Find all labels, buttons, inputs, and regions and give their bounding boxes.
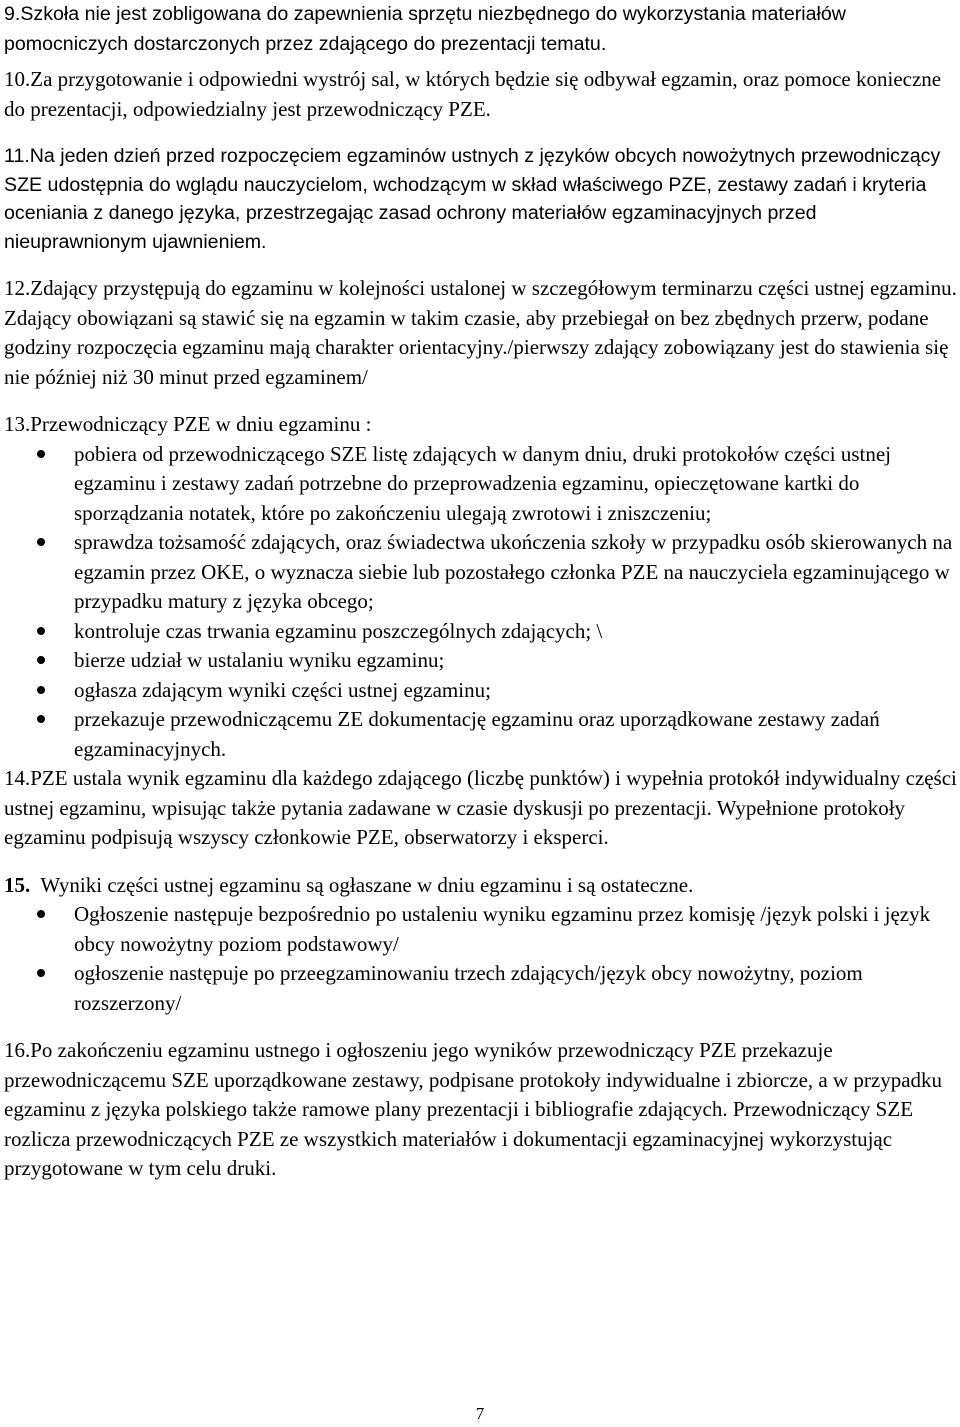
bullet-icon (37, 450, 45, 458)
list-item (4, 959, 957, 1018)
list-item (4, 528, 957, 617)
list-item (4, 900, 957, 959)
bullet-icon (37, 627, 45, 635)
paragraph-10: 10.Za przygotowanie i odpowiedni wystrój sal, w których będzie się odbywał egzamin, oraz pomoce konieczne do prezentacji, odpowiedzialny jest przewodniczący PZE. (4, 67, 942, 121)
bullet-icon (37, 538, 45, 546)
bullet-icon (37, 969, 45, 977)
paragraph-15 (4, 871, 957, 901)
bullet-icon (37, 910, 45, 918)
paragraph-16: 16.Po zakończeniu egzaminu ustnego i ogłoszeniu jego wyników przewodniczący PZE przekazuje przewodniczącemu SZE uporządkowane zestawy, podpisane protokoły indywidualne i zbiorcze, a w przypadku egzaminu z języka polskiego także ramowe plany prezentacji i bibliografie zdających. Przewodniczący SZE rozlicza przewodniczących PZE ze wszystkich materiałów i dokumentacji egzaminacyjnej wykorzystując przygotowane w tym celu druki. (4, 1038, 943, 1180)
paragraph-11: 11.Na jeden dzień przed rozpoczęciem egzaminów ustnych z języków obcych nowożytnych przewodniczący SZE udostępnia do wglądu nauczycielom, wchodzącym w skład właściwego PZE, zestawy zadań i kryteria oceniania z danego języka, przestrzegając zasad ochrony materiałów egzaminacyjnych przed nieuprawnionym ujawnieniem. (4, 145, 941, 253)
list-item-text: sprawdza tożsamość zdających, oraz świadectwa ukończenia szkoły w przypadku osób skierowanych na egzamin przez OKE, o wyznacza siebie lub pozostałego członka PZE na nauczyciela egzaminującego w przypadku matury z języka obcego; (74, 530, 953, 613)
list-item-text: kontroluje czas trwania egzaminu poszczególnych zdających; \ (74, 618, 603, 643)
list-item (4, 676, 957, 706)
list-item-text: bierze udział w ustalaniu wyniku egzaminu; (74, 648, 445, 672)
paragraph-14: 14.PZE ustala wynik egzaminu dla każdego zdającego (liczbę punktów) i wypełnia protokół indywidualny części ustnej egzaminu, wpisując także pytania zadawane w czasie dyskusji po prezentacji. Wypełnione protokoły egzaminu podpisują wszyscy członkowie PZE, obserwatorzy i eksperci. (4, 766, 957, 849)
list-item (4, 617, 957, 647)
list-item (4, 646, 957, 676)
list-item (4, 705, 957, 764)
paragraph-9: 9.Szkoła nie jest zobligowana do zapewnienia sprzętu niezbędnego do wykorzystania materiałów pomocniczych dostarczonych przez zdającego do prezentacji tematu. (4, 3, 846, 55)
list-item-text: ogłoszenie następuje po przeegzaminowaniu trzech zdających/język obcy nowożytny, poziom rozszerzony/ (74, 961, 863, 1015)
paragraph-13-heading: 13.Przewodniczący PZE w dniu egzaminu : (4, 412, 372, 436)
list-item-text: Ogłoszenie następuje bezpośrednio po ustaleniu wyniku egzaminu przez komisję /język polski i język obcy nowożytny poziom podstawowy/ (74, 902, 931, 956)
bullet-icon (37, 715, 45, 723)
page-number: 7 (475, 1404, 485, 1423)
bullet-icon (37, 686, 45, 694)
bullet-icon (37, 656, 45, 664)
paragraph-15-list (4, 900, 957, 1018)
paragraph-15-text: Wyniki części ustnej egzaminu są ogłaszane w dniu egzaminu i są ostateczne. (40, 872, 694, 897)
document-page (4, 0, 957, 1184)
list-item-text: pobiera od przewodniczącego SZE listę zdających w danym dniu, druki protokołów części ustnej egzaminu i zestawy zadań potrzebne do przeprowadzenia egzaminu, opieczętowane kartki do sporządzania notatek, które po zakończeniu ulegają zwrotowi i zniszczeniu; (74, 441, 891, 525)
paragraph-12: 12.Zdający przystępują do egzaminu w kolejności ustalonej w szczegółowym terminarzu części ustnej egzaminu. Zdający obowiązani są stawić się na egzamin w takim czasie, aby przebiegał on bez zbędnych przerw, podane godziny rozpoczęcia egzaminu mają charakter orientacyjny./pierwszy zdający zobowiązany jest do stawienia się nie później niż 30 minut przed egzaminem/ (4, 276, 957, 389)
paragraph-15-number: 15. (4, 872, 31, 897)
paragraph-13-list (4, 440, 957, 765)
list-item-text: ogłasza zdającym wyniki części ustnej egzaminu; (74, 677, 491, 702)
list-item (4, 440, 957, 529)
list-item-text: przekazuje przewodniczącemu ZE dokumentację egzaminu oraz uporządkowane zestawy zadań egzaminacyjnych. (74, 707, 880, 761)
